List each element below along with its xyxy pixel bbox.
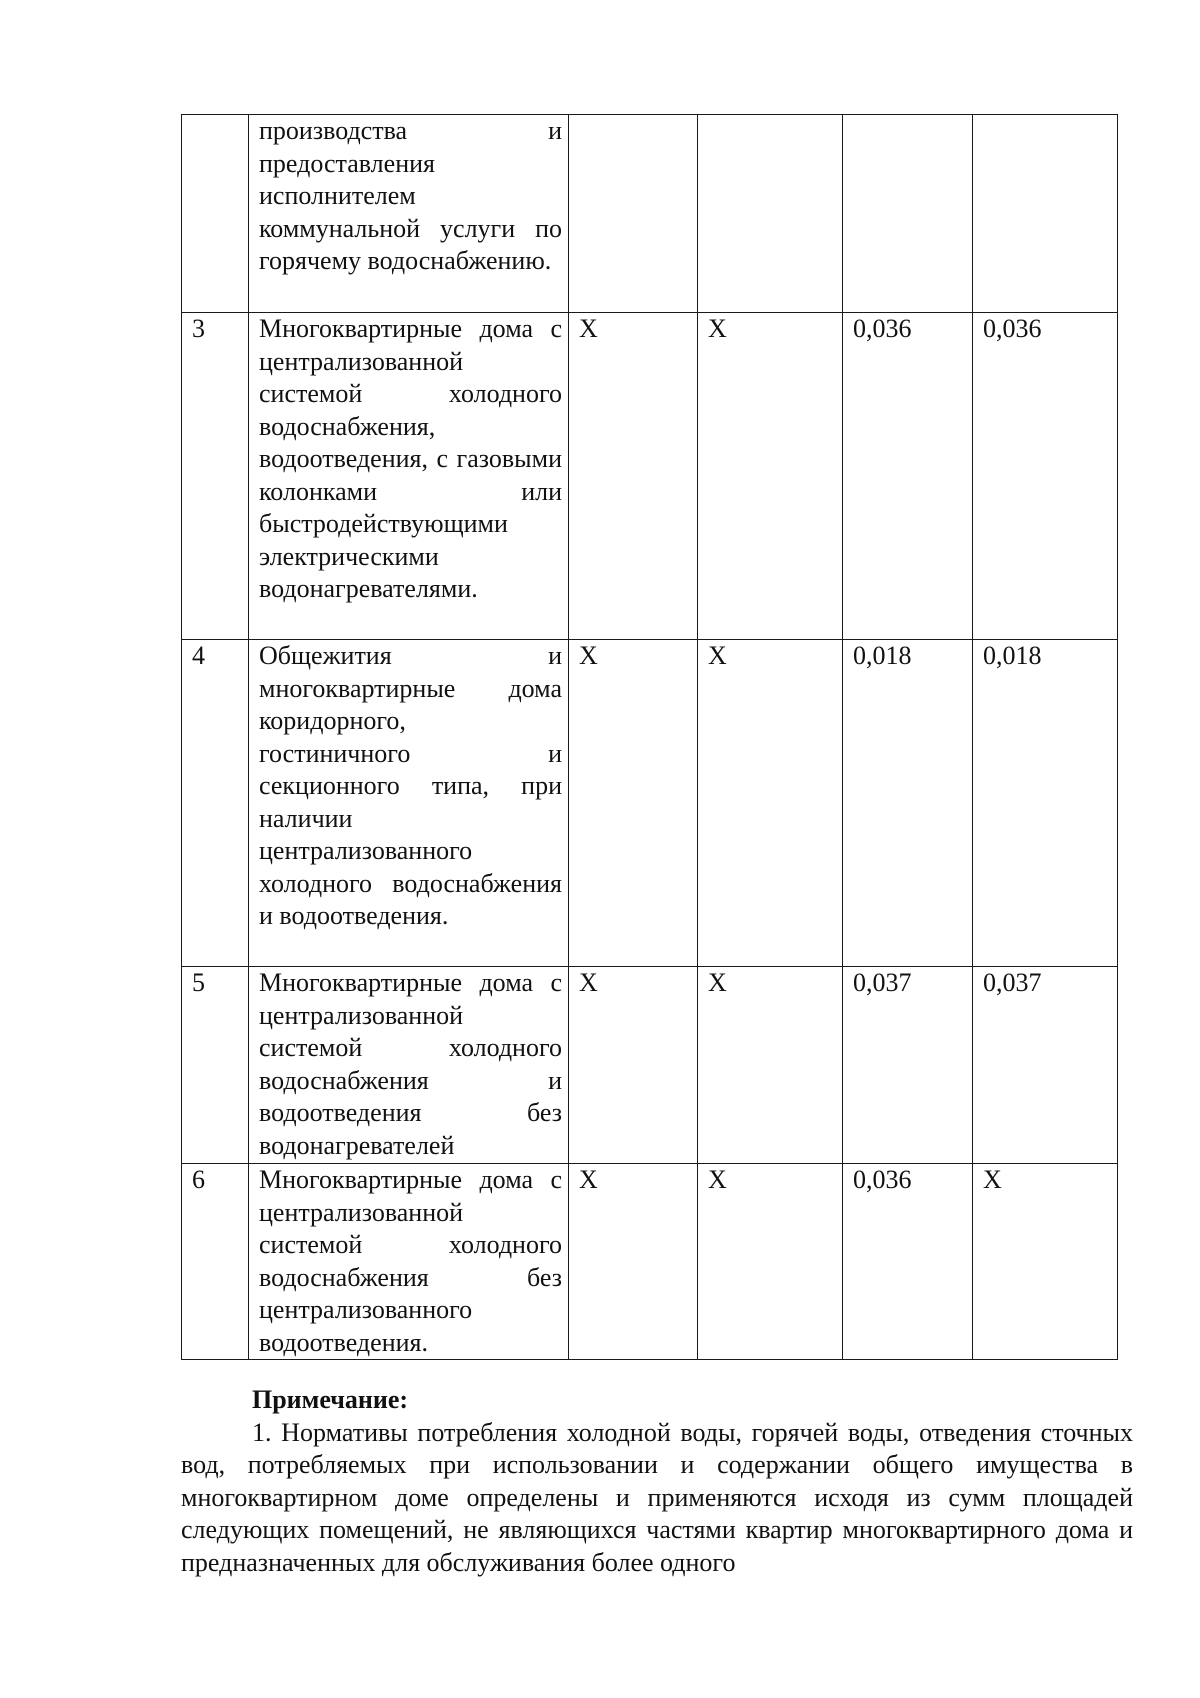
table-row xyxy=(182,313,1118,640)
row-value-2: X xyxy=(698,967,843,1164)
row-value-3: 0,037 xyxy=(843,967,973,1164)
row-description: Многоквартирные дома с централизованной системой холодного водоснабжения без централизованного водоотведения. xyxy=(249,1164,569,1360)
note-title: Примечание: xyxy=(252,1385,409,1414)
row-value-2: X xyxy=(698,1164,843,1360)
row-value-3: 0,036 xyxy=(843,313,973,640)
row-description: Многоквартирные дома с централизованной системой холодного водоснабжения, водоотведения, с газовыми колонками или быстродействующими электрическими водонагревателями. xyxy=(249,313,569,640)
row-number xyxy=(182,115,249,313)
row-number: 6 xyxy=(182,1164,249,1360)
row-value-2 xyxy=(698,115,843,313)
note-paragraph: 1. Нормативы потребления холодной воды, горячей воды, отведения сточных вод, потребляемых при использовании и содержании общего имущества в многоквартирном доме определены и применяются исходя из сумм площадей следующих помещений, не являющихся частями квартир многоквартирного дома и предназначенных для обслуживания более одного xyxy=(181,1417,1133,1577)
row-description: производства и предоставления исполнителем коммунальной услуги по горячему водоснабжению. xyxy=(249,115,569,313)
table-row xyxy=(182,1164,1118,1360)
row-value-2: X xyxy=(698,313,843,640)
table-row xyxy=(182,640,1118,967)
row-value-4: 0,018 xyxy=(973,640,1118,967)
row-value-4: 0,037 xyxy=(973,967,1118,1164)
row-value-4: X xyxy=(973,1164,1118,1360)
row-value-2: X xyxy=(698,640,843,967)
row-value-1: X xyxy=(569,1164,698,1360)
row-value-1: X xyxy=(569,967,698,1164)
row-description: Многоквартирные дома с централизованной системой холодного водоснабжения и водоотведения без водонагревателей xyxy=(249,967,569,1164)
row-number: 5 xyxy=(182,967,249,1164)
table-row xyxy=(182,115,1118,313)
note-section xyxy=(181,1384,1133,1579)
row-description: Общежития и многоквартирные дома коридорного, гостиничного и секционного типа, при наличии централизованного холодного водоснабжения и водоотведения. xyxy=(249,640,569,967)
row-number: 3 xyxy=(182,313,249,640)
row-value-1: X xyxy=(569,313,698,640)
row-value-1: X xyxy=(569,640,698,967)
row-number: 4 xyxy=(182,640,249,967)
row-value-4: 0,036 xyxy=(973,313,1118,640)
row-value-3 xyxy=(843,115,973,313)
row-value-4 xyxy=(973,115,1118,313)
row-value-3: 0,036 xyxy=(843,1164,973,1360)
row-value-3: 0,018 xyxy=(843,640,973,967)
row-value-1 xyxy=(569,115,698,313)
consumption-norms-table xyxy=(181,114,1118,1360)
table-row xyxy=(182,967,1118,1164)
